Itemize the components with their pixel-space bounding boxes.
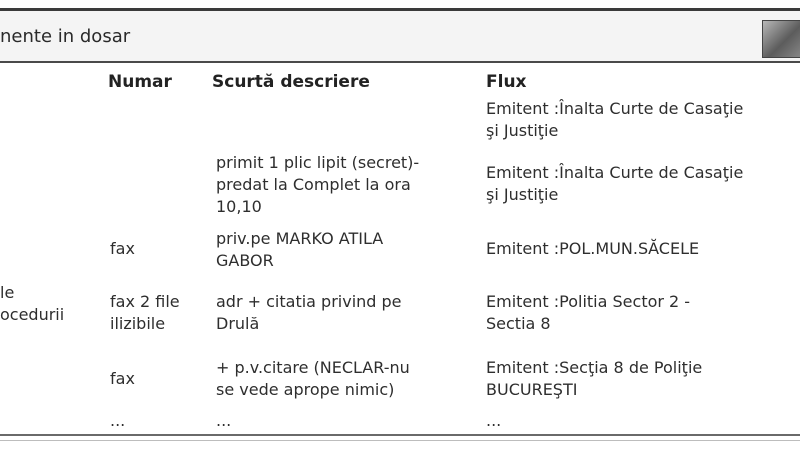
table-cell-flux: şi Justiţie (486, 185, 559, 204)
table-cell-descriere: adr + citatia privind pe (216, 292, 402, 311)
table-cell-descriere: primit 1 plic lipit (secret)- (216, 153, 420, 172)
table-cell-descriere: GABOR (216, 251, 274, 270)
column-header-numar[interactable]: Numar (108, 72, 172, 92)
table-bottom-border-shadow (0, 440, 800, 441)
panel-title: nente in dosar (0, 26, 131, 47)
table-cell-numar: fax (110, 369, 135, 388)
table-cell-flux: Emitent :POL.MUN.SĂCELE (486, 239, 700, 258)
table-cell-descriere: + p.v.citare (NECLAR-nu (216, 358, 410, 377)
table-cell-numar: ilizibile (110, 314, 166, 333)
column-header-descriere[interactable]: Scurtă descriere (212, 72, 370, 92)
table-cell-descriere: priv.pe MARKO ATILA (216, 229, 384, 248)
table-cell-flux: ... (486, 411, 502, 430)
table-cell-descriere: se vede aprope nimic) (216, 380, 395, 399)
table-cell-flux: Emitent :Secţia 8 de Poliţie (486, 358, 703, 377)
panel-header-button[interactable] (762, 20, 800, 58)
table-bottom-border (0, 434, 800, 436)
table-cell-flux: Emitent :Înalta Curte de Casaţie (486, 99, 744, 118)
table-cell-numar: fax 2 file (110, 292, 180, 311)
table-cell-flux: Emitent :Politia Sector 2 - (486, 292, 691, 311)
row-label-line-2: ocedurii (0, 305, 65, 324)
table-cell-descriere: ... (216, 411, 232, 430)
table-cell-descriere: predat la Complet la ora (216, 175, 411, 194)
table-cell-flux: BUCUREŞTI (486, 380, 578, 399)
table-cell-descriere: Drulă (216, 314, 260, 333)
column-header-flux[interactable]: Flux (486, 72, 527, 92)
table-cell-numar: fax (110, 239, 135, 258)
table-cell-descriere: 10,10 (216, 197, 262, 216)
row-label-line-1: le (0, 283, 15, 302)
table-cell-flux: şi Justiţie (486, 121, 559, 140)
table-cell-flux: Sectia 8 (486, 314, 551, 333)
table-cell-flux: Emitent :Înalta Curte de Casaţie (486, 163, 744, 182)
table-cell-numar: ... (110, 411, 126, 430)
